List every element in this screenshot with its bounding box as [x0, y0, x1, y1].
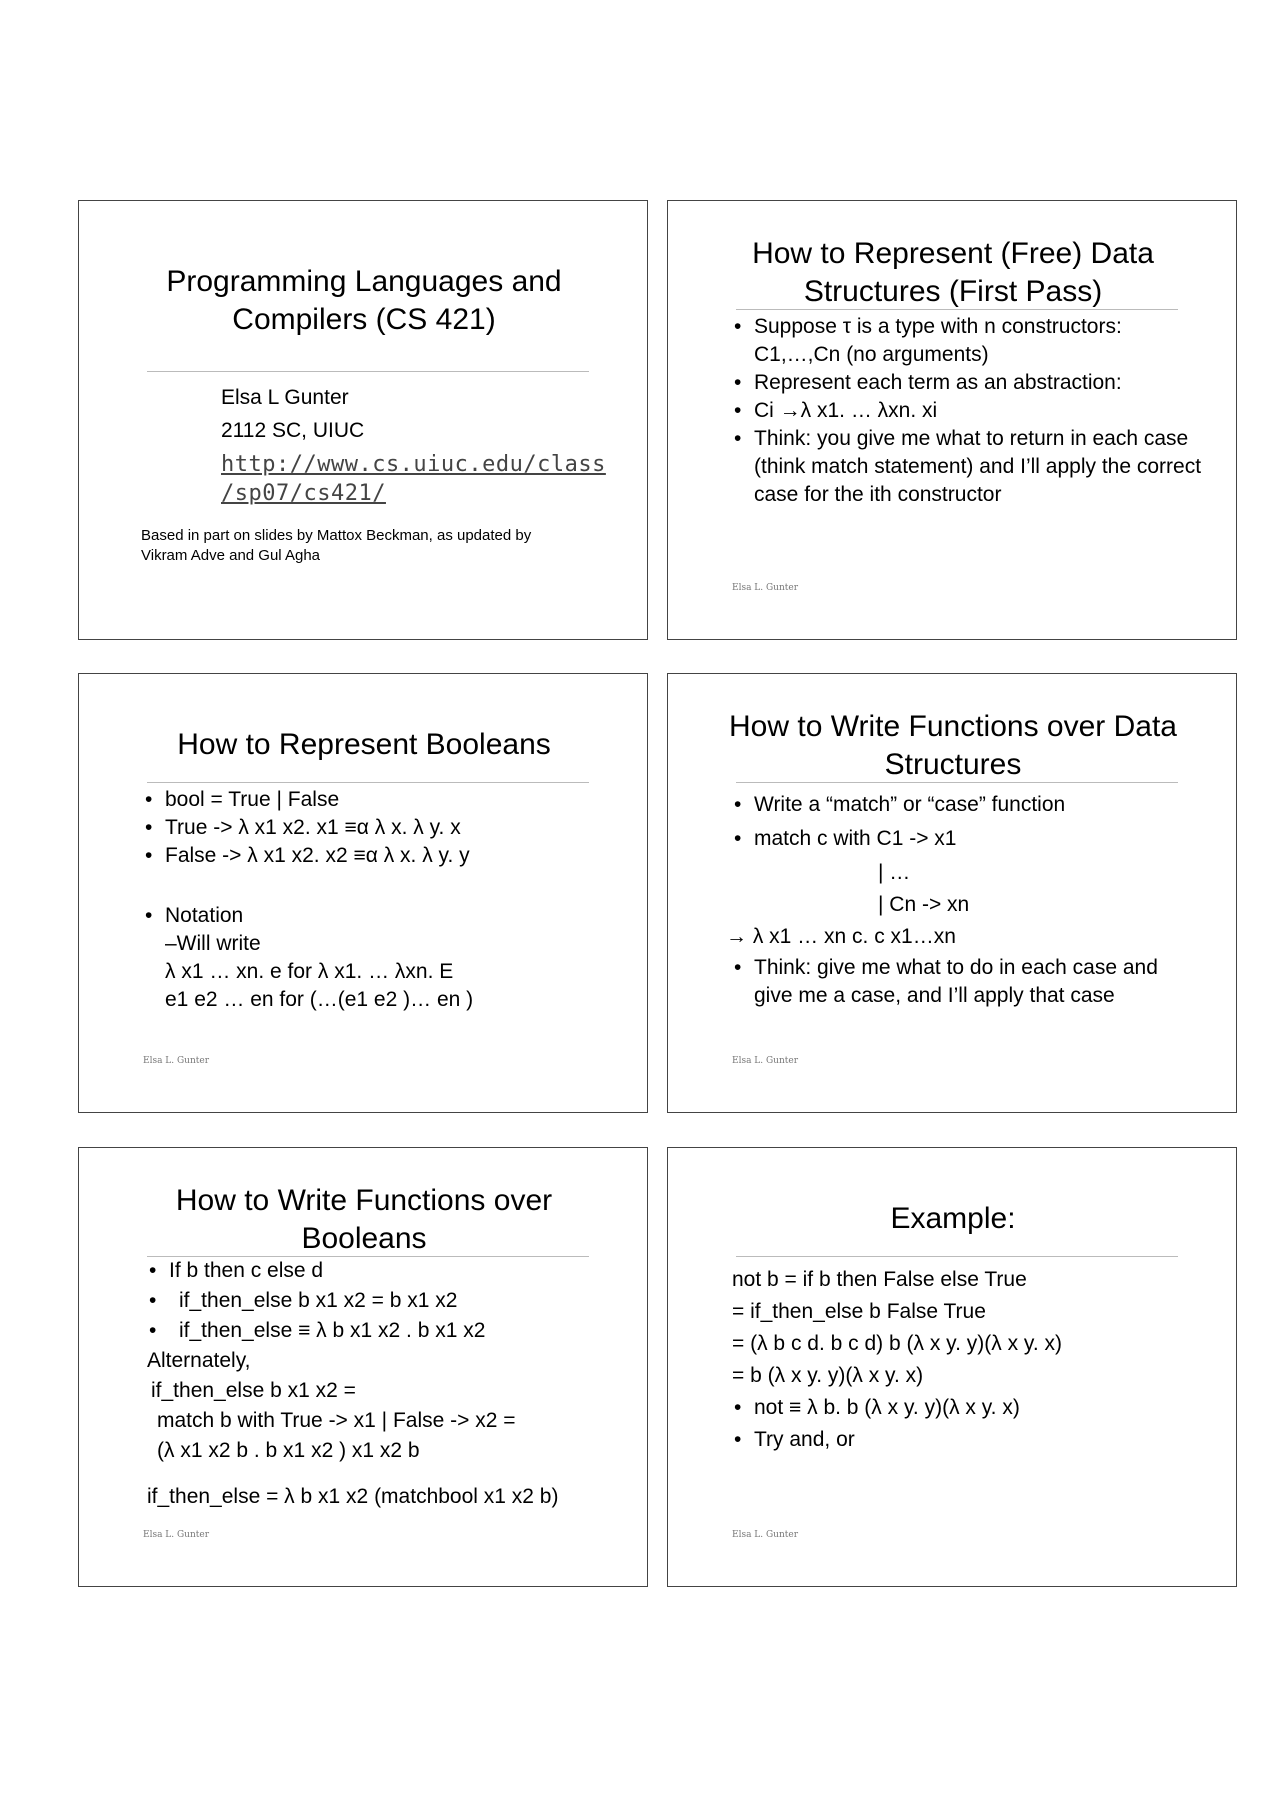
match-case-n: | Cn -> xn [878, 893, 970, 916]
course-url-line2[interactable]: /sp07/cs421/ [221, 481, 386, 506]
course-url-line1[interactable]: http://www.cs.uiuc.edu/class [221, 452, 606, 477]
bullet-match-function: • Write a “match” or “case” function [732, 788, 1202, 822]
bullet-notation: • Notation [143, 902, 613, 930]
example-line-2: = if_then_else b False True [732, 1300, 986, 1323]
line-if-then-else-b: if_then_else b x1 x2 = [151, 1379, 356, 1402]
bullet-suppose-cont: C1,…,Cn (no arguments) [754, 343, 989, 366]
slide-title [78, 200, 648, 640]
example-line-1: not b = if b then False else True [732, 1268, 1027, 1291]
author-office: 2112 SC, UIUC [221, 419, 365, 442]
title-rule [147, 782, 589, 783]
example-line-3: = (λ b c d. b c d) b (λ x y. y)(λ x y. x) [732, 1332, 1063, 1355]
bullet-represent: • Represent each term as an abstraction: [732, 369, 1202, 397]
slide-footer: Elsa L. Gunter [732, 1530, 799, 1540]
title-rule [147, 371, 589, 372]
bullet-bool-def: • bool = True | False [143, 786, 613, 814]
slide-footer: Elsa L. Gunter [143, 1530, 210, 1540]
bullet-if-then-else: • If b then c else d [147, 1256, 617, 1286]
example-line-4: = b (λ x y. y)(λ x y. x) [732, 1364, 924, 1387]
bullet-think: • Think: you give me what to return in each case (think match statement) and I’ll apply the correct case for the ith constructor [732, 425, 1202, 509]
slide-functions-booleans [78, 1147, 648, 1587]
bullet-think: • Think: give me what to do in each case and give me a case, and I’ll apply that case [732, 954, 1202, 1010]
credit-note: Based in part on slides by Mattox Beckman, as updated by Vikram Adve and Gul Agha [141, 527, 532, 564]
slide-footer: Elsa L. Gunter [732, 1056, 799, 1066]
slide-title-heading: How to Write Functions over Data Structures [729, 710, 1177, 781]
bullet-not-def: • not ≡ λ b. b (λ x y. y)(λ x y. x) [732, 1392, 1202, 1424]
title-rule [736, 1256, 1178, 1257]
author-name: Elsa L Gunter [221, 386, 349, 409]
bullet-if-then-else-lambda: • if_then_else ≡ λ b x1 x2 . b x1 x2 [147, 1316, 617, 1346]
notation-lambda: λ x1 … xn. e for λ x1. … λxn. E [165, 960, 454, 983]
match-arrow-lambda: → λ x1 … xn c. c x1…xn [726, 925, 956, 948]
slide-title-heading: How to Represent Booleans [177, 728, 551, 761]
line-if-then-else-match: if_then_else = λ b x1 x2 (matchbool x1 x2 b) [147, 1485, 559, 1508]
slide-free-data-structures [667, 200, 1237, 640]
slide-booleans [78, 673, 648, 1113]
slide-title-heading: How to Write Functions over Booleans [175, 1184, 553, 1255]
slide-title-heading: How to Represent (Free) Data Structures (First Pass) [752, 237, 1154, 308]
title-rule [736, 309, 1178, 310]
title-rule [736, 782, 1178, 783]
notation-application: e1 e2 … en for (…(e1 e2 )… en ) [165, 988, 474, 1011]
bullet-suppose: • Suppose τ is a type with n constructors: [732, 313, 1202, 341]
line-alternately: Alternately, [147, 1349, 251, 1372]
match-case-ellipsis: | … [878, 861, 911, 884]
line-match-b: match b with True -> x1 | False -> x2 = [157, 1409, 516, 1432]
bullet-false: • False -> λ x1 x2. x2 ≡α λ x. λ y. y [143, 842, 613, 870]
slide-functions-data-structures [667, 673, 1237, 1113]
notation-will-write: –Will write [165, 932, 261, 955]
slide-footer: Elsa L. Gunter [732, 583, 799, 593]
slide-example [667, 1147, 1237, 1587]
slide-title-heading: Example: [890, 1202, 1016, 1235]
bullet-constructor-abstraction: • Ci →λ x1. … λxn. xi [732, 397, 1202, 425]
slide-title-heading: Programming Languages and Compilers (CS 421) [166, 265, 562, 336]
line-lambda-app: (λ x1 x2 b . b x1 x2 ) x1 x2 b [157, 1439, 420, 1462]
slide-footer: Elsa L. Gunter [143, 1056, 210, 1066]
bullet-try-and-or: • Try and, or [732, 1424, 1202, 1456]
bullet-match-c: • match c with C1 -> x1 [732, 822, 1202, 856]
bullet-true: • True -> λ x1 x2. x1 ≡α λ x. λ y. x [143, 814, 613, 842]
bullet-if-then-else-def: • if_then_else b x1 x2 = b x1 x2 [147, 1286, 617, 1316]
